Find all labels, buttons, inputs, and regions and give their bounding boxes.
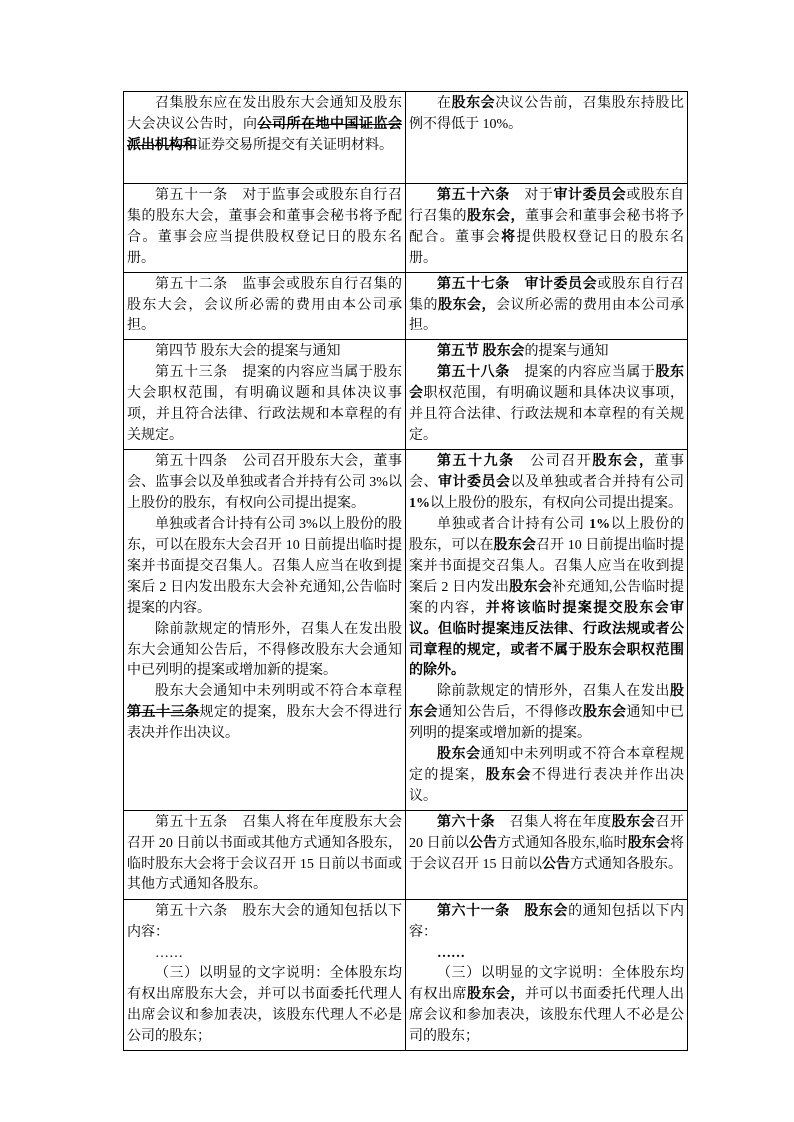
text-run: 股东会 bbox=[583, 705, 627, 721]
text-run: 第六十一条 股东会 bbox=[437, 903, 569, 919]
text-run: 股东会 bbox=[409, 365, 684, 402]
text-run: 方式通知各股东。 bbox=[570, 856, 682, 872]
paragraph bbox=[127, 515, 402, 620]
paragraph bbox=[127, 363, 402, 447]
text-run: 第五节 股东会 bbox=[437, 344, 525, 360]
revised-version-cell bbox=[406, 450, 688, 810]
original-version-cell bbox=[124, 272, 406, 340]
text-run: 第五十九条 bbox=[437, 454, 515, 470]
paragraph bbox=[409, 682, 684, 745]
text-run: 第五十六条 bbox=[437, 188, 510, 203]
text-run: 决议公告前，召集股东持股比例不得低于 10%。 bbox=[409, 96, 684, 132]
text-run: 以上股份的股东，可以在 bbox=[409, 517, 684, 553]
text-run: 将于会议召开 15 日前以 bbox=[409, 835, 685, 872]
paragraph bbox=[409, 363, 684, 447]
paragraph bbox=[127, 902, 402, 944]
text-run: …… bbox=[155, 945, 183, 961]
text-run: 通知中已列明的提案或增加新的提案。 bbox=[409, 705, 684, 742]
paragraph bbox=[409, 452, 684, 515]
paragraph bbox=[409, 813, 684, 876]
text-run: 第五十六条 股东大会的通知包括以下内容： bbox=[127, 903, 402, 940]
table-row bbox=[124, 340, 688, 450]
paragraph bbox=[127, 682, 402, 745]
text-run: 股东会， bbox=[592, 454, 655, 470]
text-run: 董事会、 bbox=[409, 454, 685, 491]
paragraph bbox=[409, 94, 684, 136]
revised-version-cell bbox=[406, 92, 688, 184]
text-run: 第五十一条 对于监事会或股东自行召集的股东大会，董事会和董事会秘书将予配合。董事会应当提供股权登记日的股东名册。 bbox=[127, 188, 402, 266]
text-run: 股东会 bbox=[409, 684, 684, 721]
text-run: 补充通知,公告临时提案的内容， bbox=[409, 579, 685, 616]
text-run: 通知公告后，不得修改 bbox=[438, 705, 583, 721]
comparison-table bbox=[123, 91, 688, 1051]
paragraph bbox=[409, 745, 684, 808]
text-run: 职权范围，有明确议题和具体决议事项，并且符合法律、行政法规和本章程的有关规定。 bbox=[409, 386, 684, 443]
text-run: 股东会 bbox=[485, 767, 532, 783]
text-run: 的通知包括以下内容： bbox=[409, 903, 684, 940]
text-run: 提供股权登记日的股东名册。 bbox=[409, 229, 685, 266]
revised-version-cell bbox=[406, 184, 688, 273]
text-run: 或股东自行召集的 bbox=[409, 276, 684, 313]
text-run: 或股东自行召集的 bbox=[409, 188, 684, 224]
original-version-cell bbox=[124, 184, 406, 273]
text-run: 股东会 bbox=[509, 579, 553, 595]
text-run: 第五十二条 监事会或股东自行召集的股东大会，会议所必需的费用由本公司承担。 bbox=[127, 276, 402, 334]
paragraph bbox=[127, 275, 402, 338]
text-run: 股东会 bbox=[451, 96, 496, 111]
table-row bbox=[124, 272, 688, 340]
text-run: 第五十七条 审计委员会 bbox=[437, 276, 598, 292]
text-run: 第四节 股东大会的提案与通知 bbox=[155, 344, 341, 360]
text-run: 1% bbox=[409, 496, 430, 512]
paragraph bbox=[409, 944, 684, 965]
table-row bbox=[124, 92, 688, 184]
text-run: 公司召开 bbox=[514, 454, 593, 470]
text-run: （三）以明显的文字说明：全体股东均有权出席股东大会，并可以书面委托代理人出席会议和参加表决，该股东代理人不必是公司的股东； bbox=[127, 966, 402, 1045]
text-run: 第五十五条 召集人将在年度股东大会召开 20 日前以书面或其他方式通知各股东，临时股东大会将于会议召开 15 日前以书面或其他方式通知各股东。 bbox=[127, 814, 402, 893]
text-run: 单独或者合计持有公司 3%以上股份的股东，可以在股东大会召开 10 日前提出临时提案并书面提交召集人。召集人应当在收到提案后 2 日内发出股东大会补充通知,公告临时提案的内容。 bbox=[127, 517, 402, 616]
text-run: 单独或者合计持有公司 bbox=[437, 517, 590, 533]
text-run: 股东会 bbox=[437, 747, 481, 763]
paragraph bbox=[127, 944, 402, 965]
paragraph bbox=[127, 452, 402, 515]
comparison-table-body bbox=[124, 92, 688, 1051]
text-run: 证券交易所提交有关证明材料。 bbox=[197, 137, 393, 153]
text-run: 召集股东应在发出股东大会通知及股东大会决议公告时，向 bbox=[127, 96, 402, 132]
paragraph bbox=[409, 902, 684, 944]
text-run: 除前款规定的情形外，召集人在发出股东大会通知公告后，不得修改股东大会通知中已列明的提案或增加新的提案。 bbox=[127, 621, 402, 679]
original-version-cell bbox=[124, 450, 406, 810]
paragraph bbox=[409, 964, 684, 1048]
paragraph bbox=[409, 515, 684, 682]
text-run: 召集人将在年度 bbox=[495, 814, 612, 830]
text-run: 第五十三条 bbox=[127, 705, 200, 721]
text-run: 公司所在地中国证监会派出机构和 bbox=[127, 116, 402, 153]
text-run: 召开 10 日前提出临时提案并书面提交召集人。召集人应当在收到提案后 2 日内发出 bbox=[409, 537, 685, 595]
text-run: 第五十八条 bbox=[437, 365, 510, 381]
paragraph bbox=[409, 186, 684, 270]
text-run: 公告 bbox=[542, 856, 570, 872]
text-run: …… bbox=[437, 945, 465, 961]
text-run: 股东会 bbox=[627, 835, 671, 851]
text-run: 股东会 bbox=[493, 537, 536, 553]
paragraph bbox=[127, 342, 402, 363]
text-run: 提案的内容应当属于 bbox=[509, 365, 656, 381]
text-run: 通知中未列明或不符合本章程规定的提案， bbox=[409, 747, 684, 783]
revised-version-cell bbox=[406, 340, 688, 450]
paragraph bbox=[127, 964, 402, 1048]
text-run: 对于 bbox=[509, 188, 554, 203]
text-run: 规定的提案，股东大会不得进行表决并作出决议。 bbox=[127, 705, 402, 742]
table-row bbox=[124, 810, 688, 899]
text-run: 除前款规定的情形外，召集人在发出 bbox=[437, 684, 670, 700]
text-run: 股东会， bbox=[467, 208, 525, 224]
text-run: 第六十条 bbox=[437, 814, 496, 830]
paragraph bbox=[127, 186, 402, 270]
text-run: 不得进行表决并作出决议。 bbox=[409, 767, 685, 804]
revised-version-cell bbox=[406, 899, 688, 1050]
original-version-cell bbox=[124, 92, 406, 184]
table-row bbox=[124, 899, 688, 1050]
table-row bbox=[124, 184, 688, 273]
text-run: 的提案与通知 bbox=[524, 344, 609, 360]
table-row bbox=[124, 450, 688, 810]
text-run: 审计委员会 bbox=[553, 188, 627, 203]
text-run: 方式通知各股东,临时 bbox=[497, 835, 628, 851]
text-run: 以及单独或者合并持有公司 bbox=[510, 475, 684, 491]
text-run: 在 bbox=[437, 96, 452, 111]
text-run: 公告 bbox=[468, 835, 498, 851]
text-run: 第五十三条 提案的内容应当属于股东大会职权范围，有明确议题和具体决议事项，并且符合法律、行政法规和本章程的有关规定。 bbox=[127, 365, 402, 443]
text-run: 以上股份的股东，有权向公司提出提案。 bbox=[430, 496, 682, 512]
original-version-cell bbox=[124, 899, 406, 1050]
text-run: 审计委员会 bbox=[438, 475, 511, 491]
revised-version-cell bbox=[406, 810, 688, 899]
paragraph bbox=[127, 620, 402, 683]
text-run: 股东会， bbox=[467, 987, 525, 1003]
text-run: 第五十四条 公司召开股东大会，董事会、监事会以及单独或者合并持有公司 3%以上股份的股东，有权向公司提出提案。 bbox=[127, 454, 402, 512]
text-run: 董事会和董事会秘书将予配合。董事会 bbox=[409, 208, 684, 245]
text-run: 股东会 bbox=[611, 814, 656, 830]
original-version-cell bbox=[124, 340, 406, 450]
text-run: 股东会， bbox=[438, 297, 496, 313]
text-run: 将 bbox=[501, 229, 517, 245]
paragraph bbox=[409, 275, 684, 338]
original-version-cell bbox=[124, 810, 406, 899]
text-run: 并可以书面委托代理人出席会议和参加表决，该股东代理人不必是公司的股东； bbox=[409, 987, 684, 1045]
paragraph bbox=[409, 342, 684, 363]
text-run: 1% bbox=[589, 517, 611, 533]
text-run: （三）以明显的文字说明：全体股东均有权出席 bbox=[409, 966, 684, 1003]
text-run: 召开 20 日前以 bbox=[409, 814, 684, 851]
revised-version-cell bbox=[406, 272, 688, 340]
text-run: 会议所必需的费用由本公司承担。 bbox=[409, 297, 684, 334]
paragraph bbox=[127, 813, 402, 897]
text-run: 股东大会通知中未列明或不符合本章程 bbox=[155, 684, 402, 700]
paragraph bbox=[127, 94, 402, 157]
text-run: 并将该临时提案提交股东会审议。但临时提案违反法律、行政法规或者公司章程的规定，或者不属于股东会职权范围的除外。 bbox=[409, 600, 685, 679]
